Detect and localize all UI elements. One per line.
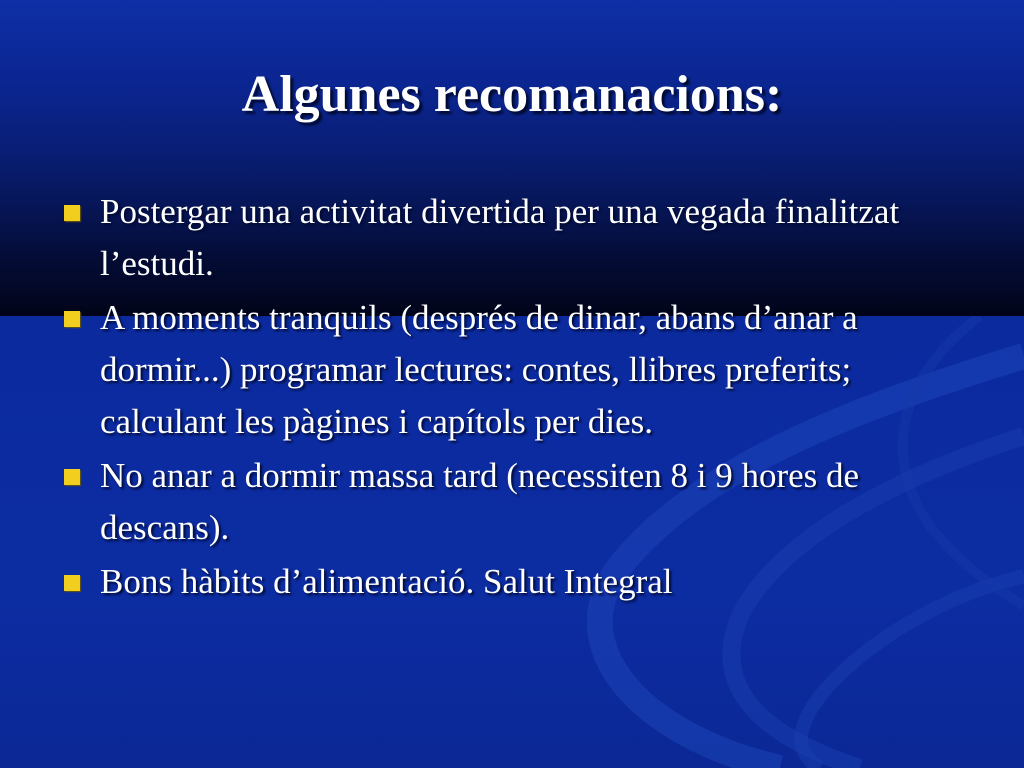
bullet-text: A moments tranquils (després de dinar, abans d’anar a dormir...) programar lectures: contes, llibres preferits; calculant les pàgines i capítols per dies. xyxy=(100,298,858,441)
bullet-list xyxy=(62,186,962,610)
bullet-text: Postergar una activitat divertida per una vegada finalitzat l’estudi. xyxy=(100,192,900,283)
bullet-item xyxy=(62,186,962,290)
bullet-square-icon xyxy=(64,205,80,221)
slide-title: Algunes recomanacions: xyxy=(241,66,783,123)
bullet-square-icon xyxy=(64,469,80,485)
bullet-item xyxy=(62,292,962,448)
bullet-text: No anar a dormir massa tard (necessiten 8 i 9 hores de descans). xyxy=(100,456,860,547)
bullet-item xyxy=(62,450,962,554)
bullet-item xyxy=(62,556,962,608)
bullet-square-icon xyxy=(64,575,80,591)
bullet-square-icon xyxy=(64,311,80,327)
bullet-text: Bons hàbits d’alimentació. Salut Integral xyxy=(100,562,673,601)
